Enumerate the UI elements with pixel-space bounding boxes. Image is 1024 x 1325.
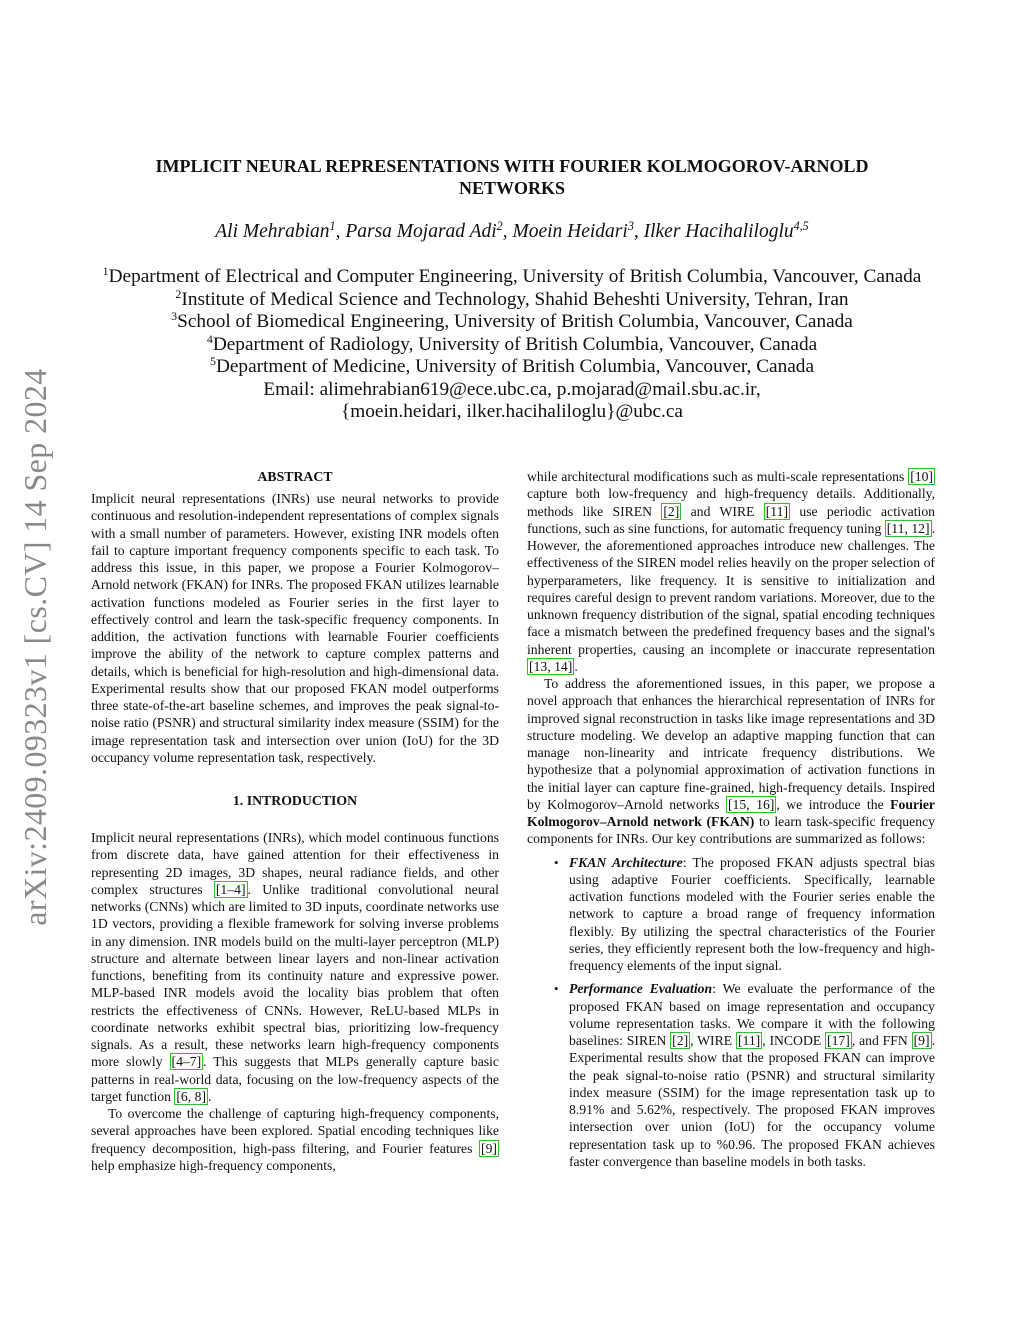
citation-link[interactable]: [11, 12]: [886, 520, 930, 536]
abstract-heading: ABSTRACT: [257, 469, 333, 484]
author-list: Ali Mehrabian$^1$, Parsa Mojarad Adi$^2$, Moein Heidari$^3$, Ilker Hacihaliloglu$^{4,5}$: [215, 219, 809, 242]
citation-link[interactable]: [11]: [765, 503, 789, 519]
title-line-1: IMPLICIT NEURAL REPRESENTATIONS WITH FOURIER KOLMOGOROV-ARNOLD: [155, 156, 869, 176]
author-affil-sup: 1: [329, 219, 336, 233]
title-line-2: NETWORKS: [458, 178, 566, 198]
affiliation-line: $^4$Department of Radiology, University of British Columbia, Vancouver, Canada: [206, 331, 818, 355]
right-column: [527, 468, 935, 1176]
email-line: Email: alimehrabian619@ece.ubc.ca, p.mojarad@mail.sbu.ac.ir,: [263, 378, 761, 400]
author-name: Ilker Hacihaliloglu: [643, 221, 794, 242]
affiliations: [60, 266, 964, 424]
citation-link[interactable]: [6, 8]: [176, 1088, 207, 1104]
citation-link[interactable]: [13, 14]: [529, 658, 573, 674]
intro-paragraph-1: Implicit neural representations (INRs), which model continuous functions from discrete data, have gained attention for their effectiveness in representing 2D images, 3D shapes, neural radiance fields, and other complex structures [1–4] . Unlike traditional convolutional neural networks (CNNs) which are limited to 3D inputs, coordinate networks use 1D vectors, providing a flexible framework for solving inverse problems in any dimension. INR models build on the multi-layer perceptron (MLP) structure and alternate between linear layers and non-linear activation functions, benefiting from its continuity nature and expressive power. MLP-based INR models avoid the locality bias problem that often restricts the effectiveness of CNNs. However, ReLU-based MLPs in coordinate networks exhibit spectral bias, prioritizing low-frequency signals. As a result, these networks learn high-frequency components more slowly [4–7] . This suggests that MLPs generally capture basic patterns in real-world data, focusing on the low-frequency aspects of the target function [6, 8] .: [91, 830, 499, 1104]
citation-link[interactable]: [15, 16]: [727, 796, 775, 812]
author-affil-sup: 4,5: [793, 219, 809, 233]
citation-link[interactable]: [9]: [481, 1140, 497, 1156]
affiliation-line: $^1$Department of Electrical and Computer Engineering, University of British Columbia, Vancouver, Canada: [102, 264, 922, 287]
author-name: Moein Heidari: [512, 221, 628, 242]
bullet-icon: •: [554, 854, 559, 870]
citation-link[interactable]: [2]: [672, 1033, 689, 1048]
citation-link[interactable]: [4–7]: [171, 1054, 202, 1070]
intro-paragraph-3: while architectural modifications such as multi-scale representations [10] capture both low-frequency and high-frequency details. Additionally, methods like SIREN [2] and WIRE [11] use periodic activation functions, such as sine functions, for automatic frequency tuning [11, 12] . However, the aforementioned approaches introduce new challenges. The effectiveness of the SIREN model relies heavily on the proper selection of hyperparameters, like frequency. It is sensitive to initialization and requires careful design to prevent random variations. Moreover, due to the unknown frequency distribution of the signal, spatial encoding techniques face a mismatch between the predefined frequency bases and the signal's inherent properties, causing an incomplete or inaccurate representation [13, 14] .: [527, 469, 936, 674]
author-affil-sup: 2: [496, 219, 503, 233]
citation-link[interactable]: [17]: [827, 1033, 850, 1048]
intro-paragraph-4: To address the aforementioned issues, in this paper, we propose a novel approach that enhances the hierarchical representation of INRs for improved signal reconstruction in tasks like image representations and 3D structure modeling. We develop an adaptive mapping function that can manage non-linearity and intricate frequency distributions. We hypothesize that a polynomial approximation of activation functions in the initial layer can capture fine-grained, high-frequency details. Inspired by Kolmogorov–Arnold networks [15, 16] , we introduce the Fourier Kolmogorov–Arnold network (FKAN) to learn task-specific frequency components for INRs. Our key contributions are summarized as follows:: [527, 676, 935, 847]
email-line: {moein.heidari, ilker.hacihaliloglu}@ubc.ca: [341, 401, 683, 422]
contribution-item: • Performance Evaluation: We evaluate the performance of the proposed FKAN based on image representation and occupancy volume representation tasks. We compare it with the following baselines: SIREN [2] , WIRE [11] , INCODE [17] , and FFN [9] . Experimental results show that the proposed FKAN can improve the peak signal-to-noise ratio (PSNR) and structural similarity index measure (SSIM) for the image representation task up to 8.91% and 5.62%, respectively. The proposed FKAN improves intersection over union (IoU) for the occupancy volume representation task up to %0.96. The proposed FKAN achieves faster convergence than baseline models in both tasks.: [554, 981, 935, 1169]
author-name: Parsa Mojarad Adi: [345, 221, 497, 242]
citation-link[interactable]: [10]: [910, 469, 933, 484]
author-affil-sup: 3: [627, 219, 634, 233]
left-column: [91, 468, 499, 1174]
affiliation-line: $^3$School of Biomedical Engineering, University of British Columbia, Vancouver, Canada: [171, 309, 853, 332]
affiliation-line: $^5$Department of Medicine, University of British Columbia, Vancouver, Canada: [209, 354, 815, 377]
arxiv-stamp: arXiv:2409.09323v1 [cs.CV] 14 Sep 2024: [17, 368, 53, 926]
affiliation-line: $^2$Institute of Medical Science and Technology, Shahid Beheshti University, Tehran, Iran: [175, 286, 849, 310]
contribution-item: • FKAN Architecture: The proposed FKAN adjusts spectral bias using adaptive Fourier coefficients. Specifically, learnable activation functions modeled with the Fourier series enable the network to capture a broad range of frequency information flexibly. By utilizing the spectral characteristics of the Fourier series, they efficiently represent both the low-frequency and high-frequency elements of the input signal.: [554, 854, 935, 973]
intro-paragraph-2: To overcome the challenge of capturing high-frequency components, several approaches have been explored. Spatial encoding techniques like frequency decomposition, high-pass filtering, and Fourier features [9] help emphasize high-frequency components,: [91, 1106, 499, 1173]
abstract-text: Implicit neural representations (INRs) use neural networks to provide continuous and resolution-independent representations of complex signals with a small number of parameters. However, existing INR models often fail to capture important frequency components specific to each task. To address this issue, in this paper, we propose a Fourier Kolmogorov–Arnold network (FKAN) for INRs. The proposed FKAN utilizes learnable activation functions modeled as Fourier series in the first layer to effectively control and learn the task-specific frequency components. In addition, the activation functions with learnable Fourier coefficients improve the ability of the network to capture complex patterns and details, which is beneficial for high-resolution and high-dimensional data. Experimental results show that our proposed FKAN model outperforms three state-of-the-art baseline schemes, and improves the peak signal-to-noise ratio (PSNR) and structural similarity index measure (SSIM) for the image representation task and intersection over union (IoU) for the 3D occupancy volume representation task, respectively.: [91, 491, 499, 765]
citation-link[interactable]: [1–4]: [215, 881, 246, 897]
section-heading-introduction: 1. INTRODUCTION: [232, 793, 358, 808]
bullet-icon: •: [554, 981, 559, 997]
citation-link[interactable]: [2]: [663, 503, 680, 519]
citation-link[interactable]: [11]: [737, 1033, 761, 1048]
author-name: Ali Mehrabian: [215, 221, 330, 242]
contributions-list: [527, 854, 935, 1171]
citation-link[interactable]: [9]: [913, 1033, 930, 1048]
paper-title: [100, 155, 924, 199]
